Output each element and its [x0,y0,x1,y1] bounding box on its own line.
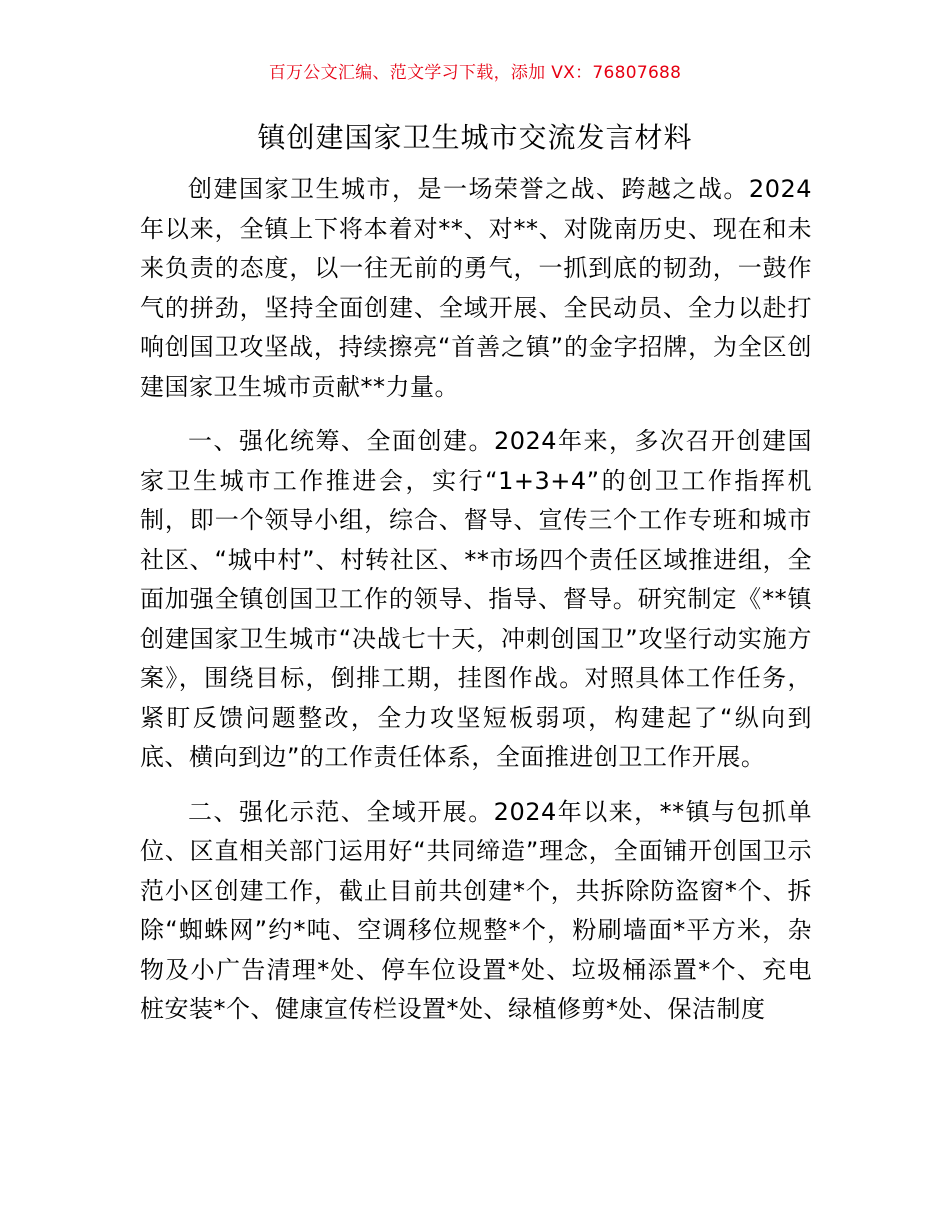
document-title: 镇创建国家卫生城市交流发言材料 [257,121,693,154]
paragraph-section-one: 一、强化统筹、全面创建。2024年来，多次召开创建国家卫生城市工作推进会，实行“1+3+4”的创卫工作指挥机制，即一个领导小组，综合、督导、宣传三个工作专班和城市社区、“城中村”、村转社区、**市场四个责任区域推进组，全面加强全镇创国卫工作的领导、指导、督导。研究制定《**镇创建国家卫生城市“决战七十天，冲刺创国卫”攻坚行动实施方案》，围绕目标，倒排工期，挂图作战。对照具体工作任务，紧盯反馈问题整改，全力攻坚短板弱项，构建起了“纵向到底、横向到边”的工作责任体系，全面推进创卫工作开展。 [140,427,812,771]
paragraph-section-two: 二、强化示范、全域开展。2024年以来，**镇与包抓单位、区直相关部门运用好“共同缔造”理念，全面铺开创国卫示范小区创建工作，截止目前共创建*个，共拆除防盗窗*个、拆除“蜘蛛网”约*吨、空调移位规整*个，粉刷墙面*平方米，杂物及小广告清理*处、停车位设置*处、垃圾桶添置*个、充电桩安装*个、健康宣传栏设置*处、绿植修剪*处、保洁制度 [140,797,812,1023]
paragraph-intro: 创建国家卫生城市，是一场荣誉之战、跨越之战。2024年以来，全镇上下将本着对**、对**、对陇南历史、现在和未来负责的态度，以一往无前的勇气，一抓到底的韧劲，一鼓作气的拼劲，坚持全面创建、全域开展、全民动员、全力以赴打响创国卫攻坚战，持续擦亮“首善之镇”的金字招牌，为全区创建国家卫生城市贡献**力量。 [140,175,812,401]
document-body [140,170,812,1045]
header-watermark-note: 百万公文汇编、范文学习下载，添加 VX：76807688 [268,63,682,83]
